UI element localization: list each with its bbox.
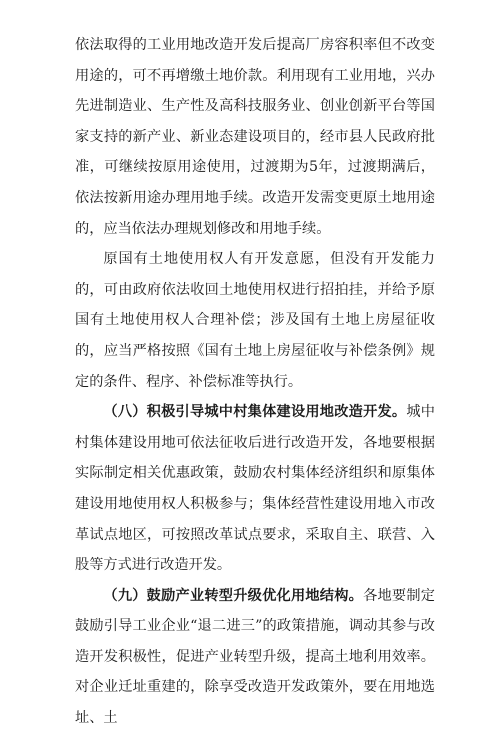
paragraph-industrial-upgrade (75, 581, 435, 734)
paragraph-text: 各地要制定鼓励引导工业企业“退二进三”的政策措施，调动其参与改造开发积极性，促进产业转型升级，提高土地利用效率。对企业迁址重建的，除享受改造开发政策外，要在用地选址、土 (75, 587, 435, 727)
section-heading-nine: （九）鼓励产业转型升级优化用地结构。 (103, 587, 364, 604)
paragraph-land-right-holder (75, 244, 435, 397)
paragraph-urban-village (75, 397, 435, 581)
section-heading-eight: （八）积极引导城中村集体建设用地改造开发。 (103, 404, 407, 421)
paragraph-text: 原国有土地使用权人有开发意愿，但没有开发能力的，可由政府依法收回土地使用权进行招拍挂，并给予原国有土地使用权人合理补偿；涉及国有土地上房屋征收的，应当严格按照《国有土地上房屋征收与补偿条例》规定的条件、程序、补偿标准等执行。 (75, 251, 435, 390)
document-body (75, 30, 435, 734)
paragraph-text: 依法取得的工业用地改造开发后提高厂房容积率但不改变用途的，可不再增缴土地价款。利用现有工业用地，兴办先进制造业、生产性及高科技服务业、创业创新平台等国家支持的新产业、新业态建设项目的，经市县人民政府批准，可继续按原用途使用，过渡期为5年，过渡期满后，依法按新用途办理用地手续。改造开发需变更原土地用途的，应当依法办理规划修改和用地手续。 (75, 37, 435, 237)
paragraph-industrial-land-use (75, 30, 435, 244)
paragraph-text: 城中村集体建设用地可依法征收后进行改造开发，各地要根据实际制定相关优惠政策，鼓励农村集体经济组织和原集体建设用地使用权人积极参与；集体经营性建设用地入市改革试点地区，可按照改革试点要求，采取自主、联营、入股等方式进行改造开发。 (75, 404, 435, 574)
